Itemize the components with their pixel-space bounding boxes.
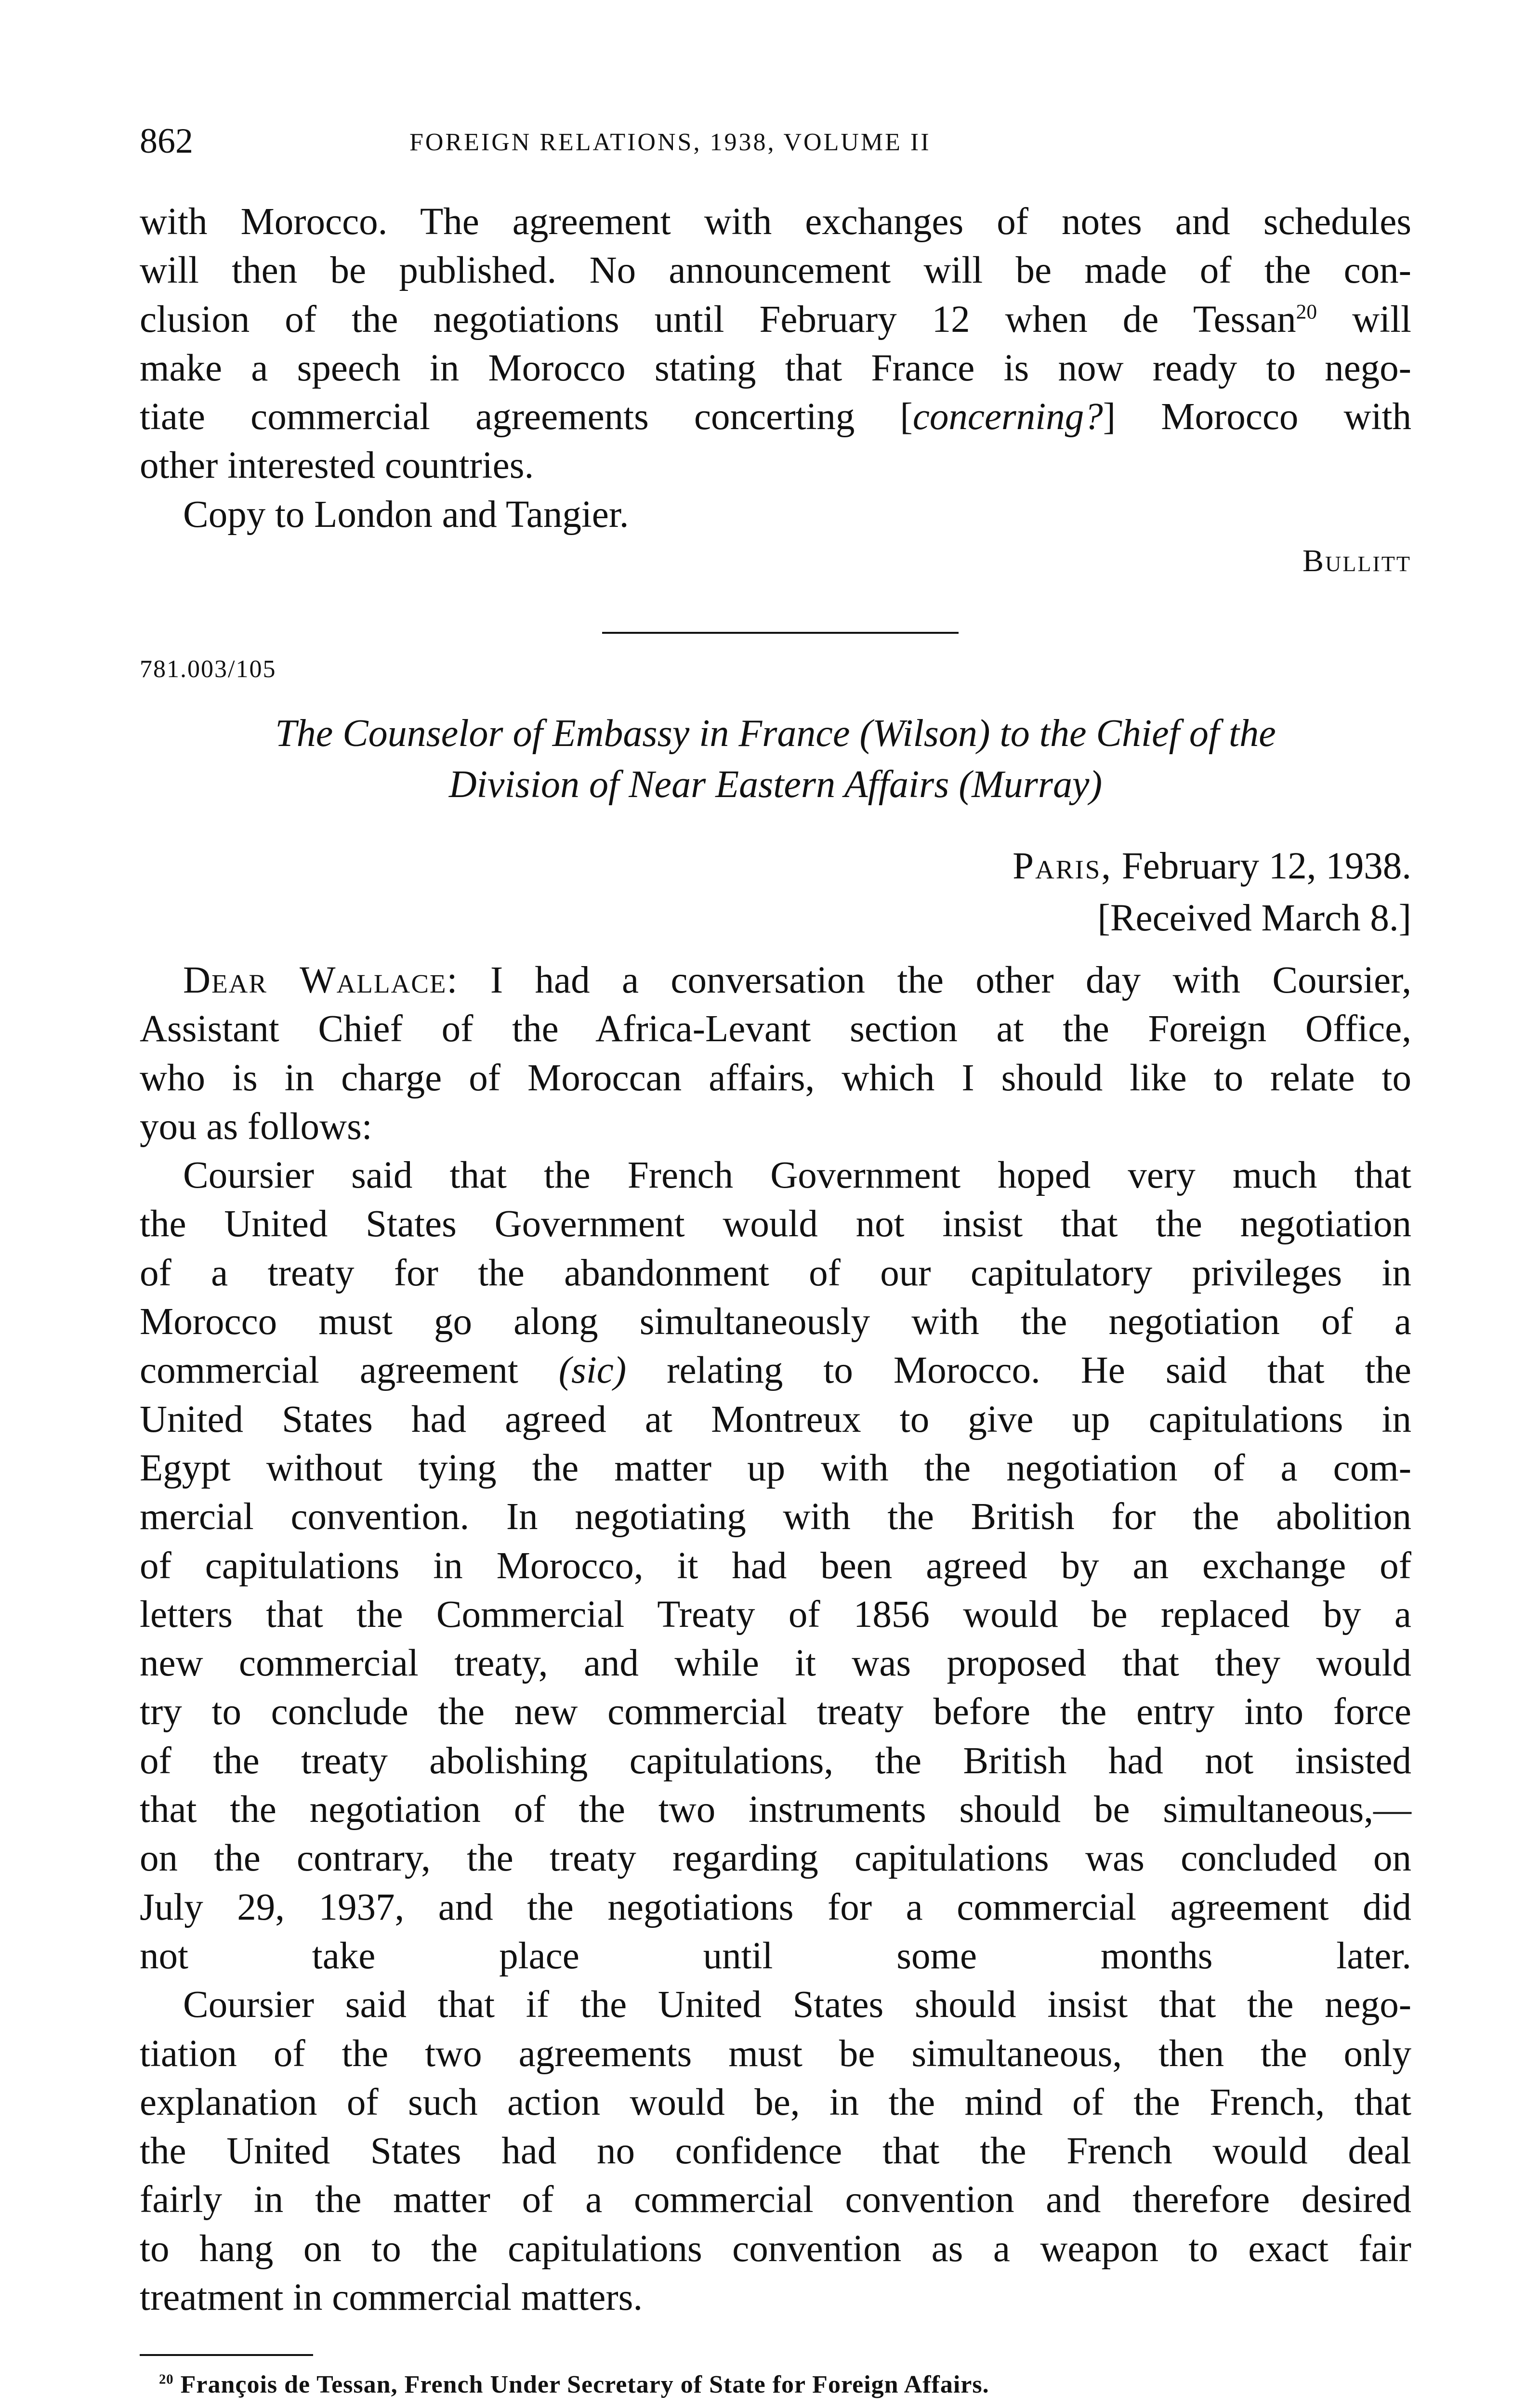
text-line: tiate commercial agreements concerting [concerning?] Morocco with [140,396,1411,438]
text-line: you as follows: [140,1105,372,1148]
text-line: other interested countries. [140,445,534,487]
salutation: Dear Wallace: [183,959,459,1001]
page-number: 862 [140,121,193,161]
text-line: Assistant Chief of the Africa-Levant section at the Foreign Office, [140,1008,1411,1050]
section-divider [602,632,959,634]
text-line: of capitulations in Morocco, it had been agreed by an exchange of [140,1544,1411,1587]
date-line [1013,840,1411,892]
letter-body [140,956,1411,2322]
text-line: who is in charge of Moroccan affairs, which I should like to relate to [140,1057,1411,1099]
text-line: will then be published. No announcement will be made of the con- [140,249,1411,292]
text-line: mercial convention. In negotiating with the British for the abolition [140,1496,1411,1538]
text-line: Egypt without tying the matter up with the negotiation of a com- [140,1447,1411,1489]
heading-line: The Counselor of Embassy in France (Wilson) to the Chief of the [275,712,1276,755]
text-line: try to conclude the new commercial treaty before the entry into force [140,1691,1411,1733]
footnote-marker: 20 [159,2372,174,2387]
text-line: fairly in the matter of a commercial convention and therefore desired [140,2179,1411,2221]
running-title: FOREIGN RELATIONS, 1938, VOLUME II [409,129,931,156]
text-line: commercial agreement (sic) relating to Morocco. He said that the [140,1349,1412,1392]
text-line: not take place until some months later. [140,1935,1411,1977]
continuation-text [140,197,1411,539]
text-line: July 29, 1937, and the negotiations for a commercial agreement did [140,1886,1411,1928]
signature: Bullitt [1302,543,1411,578]
page-header [140,119,1411,172]
text-line: letters that the Commercial Treaty of 1856 would be replaced by a [140,1593,1411,1636]
text-line: make a speech in Morocco stating that France is now ready to nego- [140,347,1411,389]
dateline [1013,840,1411,944]
text-line: Coursier said that the French Government hoped very much that [183,1154,1411,1197]
text-line: with Morocco. The agreement with exchanges of notes and schedules [140,201,1411,243]
text-line: on the contrary, the treaty regarding capitulations was concluded on [140,1837,1411,1880]
text-line: treatment in commercial matters. [140,2277,643,2319]
text-line: explanation of such action would be, in the mind of the French, that [140,2081,1411,2123]
footnote-divider [140,2354,313,2356]
text-line: Morocco must go along simultaneously with the negotiation of a [140,1301,1411,1343]
text-line: Copy to London and Tangier. [183,493,629,536]
text-line: tiation of the two agreements must be simultaneous, then the only [140,2032,1411,2075]
dateline-city: Paris, [1013,845,1113,887]
footnote-text: François de Tessan, French Under Secretary of State for Foreign Affairs. [180,2371,989,2398]
text-line: of the treaty abolishing capitulations, the British had not insisted [140,1740,1411,1782]
text-line: Coursier said that if the United States should insist that the nego- [183,1984,1411,2026]
file-number: 781.003/105 [140,655,276,683]
heading-line: Division of Near Eastern Affairs (Murray) [448,763,1103,806]
text-line: the United States Government would not insist that the negotiation [140,1203,1411,1245]
text-line: the United States had no confidence that the French would deal [140,2130,1411,2172]
footnote [159,2366,989,2404]
text-line: of a treaty for the abandonment of our capitulatory privileges in [140,1252,1411,1294]
text-line: clusion of the negotiations until February 12 when de Tessan$^{20}$ will [140,298,1411,340]
document-heading [140,708,1411,810]
text-line: United States had agreed at Montreux to give up capitulations in [140,1398,1411,1440]
received-line: [Received March 8.] [1097,897,1411,939]
text-line: new commercial treaty, and while it was proposed that they would [140,1642,1411,1685]
text-line: that the negotiation of the two instruments should be simultaneous,— [140,1789,1411,1831]
text-line: Dear Wallace: I had a conversation the other day with Coursier, [183,959,1411,1001]
footnote-reference: 20 [1296,300,1317,324]
text-line: to hang on to the capitulations convention as a weapon to exact fair [140,2227,1411,2270]
dateline-date: February 12, 1938. [1121,845,1411,887]
